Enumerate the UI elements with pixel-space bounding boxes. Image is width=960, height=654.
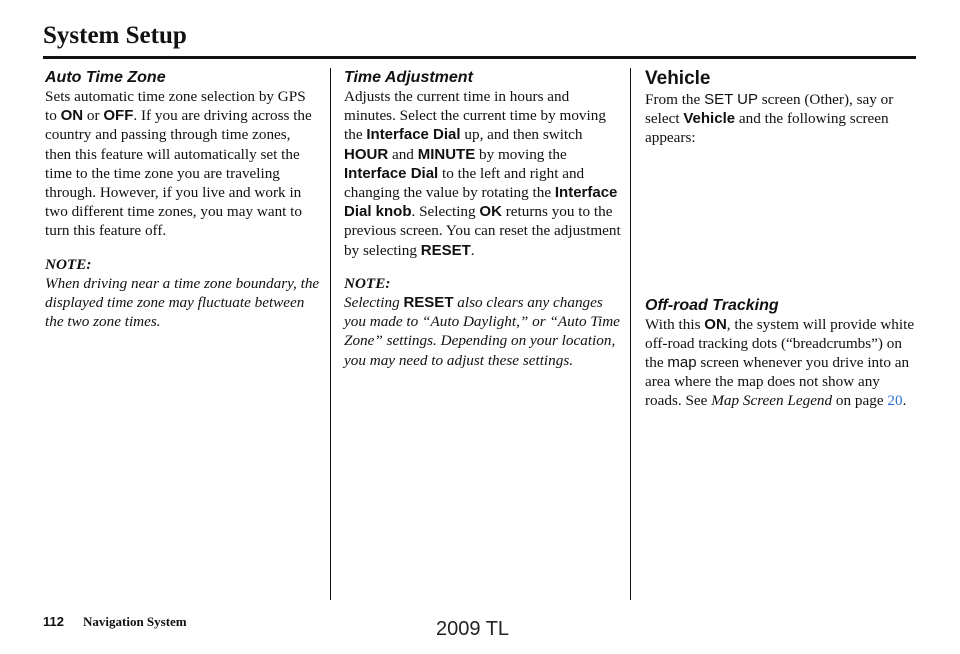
column-divider-2 — [630, 68, 631, 600]
note-label: NOTE: — [344, 274, 391, 292]
heading-off-road-tracking: Off-road Tracking — [645, 296, 779, 314]
vehicle-body — [645, 90, 915, 148]
set-up-keyword: SET UP — [704, 91, 758, 108]
map-keyword: map — [667, 354, 697, 372]
text: . — [470, 241, 475, 259]
title-divider — [43, 56, 916, 59]
interface-dial-knob-keyword: Interface Dial knob — [344, 184, 618, 221]
text: screen (Other), say or select — [645, 91, 894, 128]
text: to the left and right and changing the value by rotating the — [344, 164, 585, 202]
hour-keyword: HOUR — [344, 145, 389, 163]
text: and — [388, 145, 418, 163]
heading-time-adjustment: Time Adjustment — [344, 69, 473, 86]
text: by moving the — [475, 145, 567, 163]
note-auto-time-zone — [45, 255, 320, 332]
time-adjustment-body — [344, 87, 624, 260]
page-number: 112 — [43, 614, 64, 629]
note-time-adjustment — [344, 274, 624, 370]
text: up, and then switch — [460, 126, 583, 144]
column-vehicle — [645, 68, 915, 411]
text: Selecting — [344, 294, 404, 312]
text: . Selecting — [411, 203, 480, 221]
text: on page — [832, 392, 888, 410]
heading-vehicle: Vehicle — [645, 68, 711, 89]
interface-dial-keyword: Interface Dial — [344, 164, 439, 182]
text: With this — [645, 315, 705, 333]
text: Adjusts the current time in hours and minutes. Select the current time by moving the — [344, 88, 606, 144]
text: also clears any changes you made to “Auto Daylight,” or “Auto Time Zone” settings. Depending on your location, you may need to adjust these settings. — [344, 294, 620, 369]
note-text: When driving near a time zone boundary, the displayed time zone may fluctuate between the two zone times. — [45, 274, 320, 331]
text: screen whenever you drive into an area where the map does not show any roads. See — [645, 354, 910, 410]
text: Sets automatic time zone selection by GPS to — [45, 88, 306, 125]
text: , the system will provide white off-road tracking dots (“breadcrumbs”) on the — [645, 315, 915, 372]
on-keyword: ON — [60, 107, 84, 125]
text: . If you are driving across the country and passing through time zones, then this feature will automatically set the time to the time zone you are traveling through. However, if you live and work in two different time zones, you may want to turn this feature off. — [45, 107, 312, 240]
reset-keyword: RESET — [403, 294, 454, 312]
vehicle-keyword: Vehicle — [683, 110, 736, 128]
text: returns you to the previous screen. You can reset the adjustment by selecting — [344, 203, 621, 259]
off-road-tracking-body — [645, 315, 915, 411]
note-label: NOTE: — [45, 255, 92, 273]
map-screen-legend-ref: Map Screen Legend — [711, 392, 833, 410]
page-20-link[interactable]: 20 — [887, 392, 903, 410]
column-divider-1 — [330, 68, 331, 600]
text: and the following screen appears: — [645, 110, 889, 147]
auto-time-zone-body — [45, 87, 320, 241]
off-keyword: OFF — [103, 107, 134, 125]
text: . — [902, 392, 907, 410]
column-time-adjustment — [344, 68, 624, 370]
heading-auto-time-zone: Auto Time Zone — [45, 69, 166, 86]
on-keyword: ON — [704, 315, 727, 333]
text: or — [83, 107, 104, 125]
footer-section-title: Navigation System — [83, 614, 187, 629]
column-auto-time-zone — [45, 68, 320, 331]
text: From the — [645, 91, 705, 108]
ok-keyword: OK — [479, 203, 502, 221]
reset-keyword: RESET — [420, 241, 471, 259]
minute-keyword: MINUTE — [417, 145, 476, 163]
interface-dial-keyword: Interface Dial — [366, 126, 461, 144]
page-title: System Setup — [43, 22, 187, 49]
watermark: 2009 TL — [436, 618, 510, 640]
